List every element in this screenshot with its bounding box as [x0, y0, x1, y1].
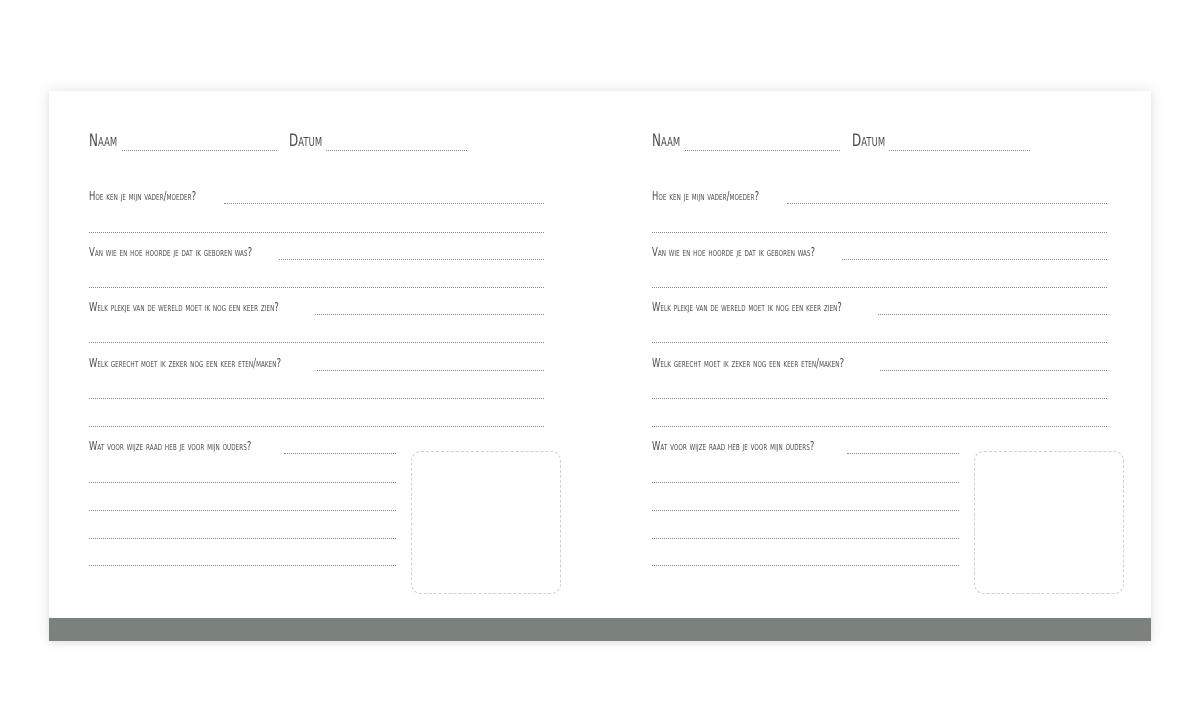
answer-line[interactable] — [89, 482, 396, 483]
answer-line[interactable] — [89, 232, 544, 233]
naam-label: Naam — [652, 131, 681, 151]
answer-line[interactable] — [279, 259, 544, 260]
answer-line[interactable] — [652, 510, 959, 511]
answer-line[interactable] — [652, 232, 1107, 233]
answer-line[interactable] — [652, 426, 1107, 427]
question-4: Welk gerecht moet ik zeker nog een keer eten/maken? — [652, 356, 845, 370]
answer-line[interactable] — [787, 203, 1107, 204]
datum-label: Datum — [289, 131, 323, 151]
naam-line[interactable] — [122, 150, 277, 151]
answer-line[interactable] — [652, 342, 1107, 343]
answer-line[interactable] — [89, 287, 544, 288]
answer-line[interactable] — [652, 398, 1107, 399]
question-2: Van wie en hoe hoorde je dat ik geboren was? — [89, 245, 253, 259]
question-1: Hoe ken je mijn vader/moeder? — [652, 189, 760, 203]
left-page — [49, 91, 600, 618]
answer-line[interactable] — [89, 510, 396, 511]
answer-line[interactable] — [847, 453, 959, 454]
answer-line[interactable] — [224, 203, 544, 204]
answer-line[interactable] — [284, 453, 396, 454]
datum-label: Datum — [852, 131, 886, 151]
answer-line[interactable] — [89, 398, 544, 399]
answer-line[interactable] — [652, 287, 1107, 288]
answer-line[interactable] — [89, 342, 544, 343]
answer-line[interactable] — [317, 370, 544, 371]
question-1: Hoe ken je mijn vader/moeder? — [89, 189, 197, 203]
datum-line[interactable] — [889, 150, 1030, 151]
question-3: Welk plekje van de wereld moet ik nog een keer zien? — [89, 300, 279, 314]
question-4: Welk gerecht moet ik zeker nog een keer eten/maken? — [89, 356, 282, 370]
datum-line[interactable] — [326, 150, 467, 151]
photo-frame[interactable] — [974, 451, 1124, 594]
answer-line[interactable] — [878, 314, 1107, 315]
naam-label: Naam — [89, 131, 118, 151]
question-5: Wat voor wijze raad heb je voor mijn ouders? — [652, 439, 815, 453]
answer-line[interactable] — [652, 482, 959, 483]
answer-line[interactable] — [652, 538, 959, 539]
answer-line[interactable] — [652, 565, 959, 566]
question-2: Van wie en hoe hoorde je dat ik geboren was? — [652, 245, 816, 259]
naam-line[interactable] — [685, 150, 840, 151]
question-3: Welk plekje van de wereld moet ik nog een keer zien? — [652, 300, 842, 314]
answer-line[interactable] — [880, 370, 1107, 371]
answer-line[interactable] — [89, 426, 544, 427]
right-page — [612, 91, 1163, 618]
answer-line[interactable] — [89, 538, 396, 539]
footer-band — [49, 618, 1151, 641]
answer-line[interactable] — [89, 565, 396, 566]
answer-line[interactable] — [315, 314, 544, 315]
question-5: Wat voor wijze raad heb je voor mijn ouders? — [89, 439, 252, 453]
photo-frame[interactable] — [411, 451, 561, 594]
answer-line[interactable] — [842, 259, 1107, 260]
guestbook-spread — [49, 91, 1151, 641]
